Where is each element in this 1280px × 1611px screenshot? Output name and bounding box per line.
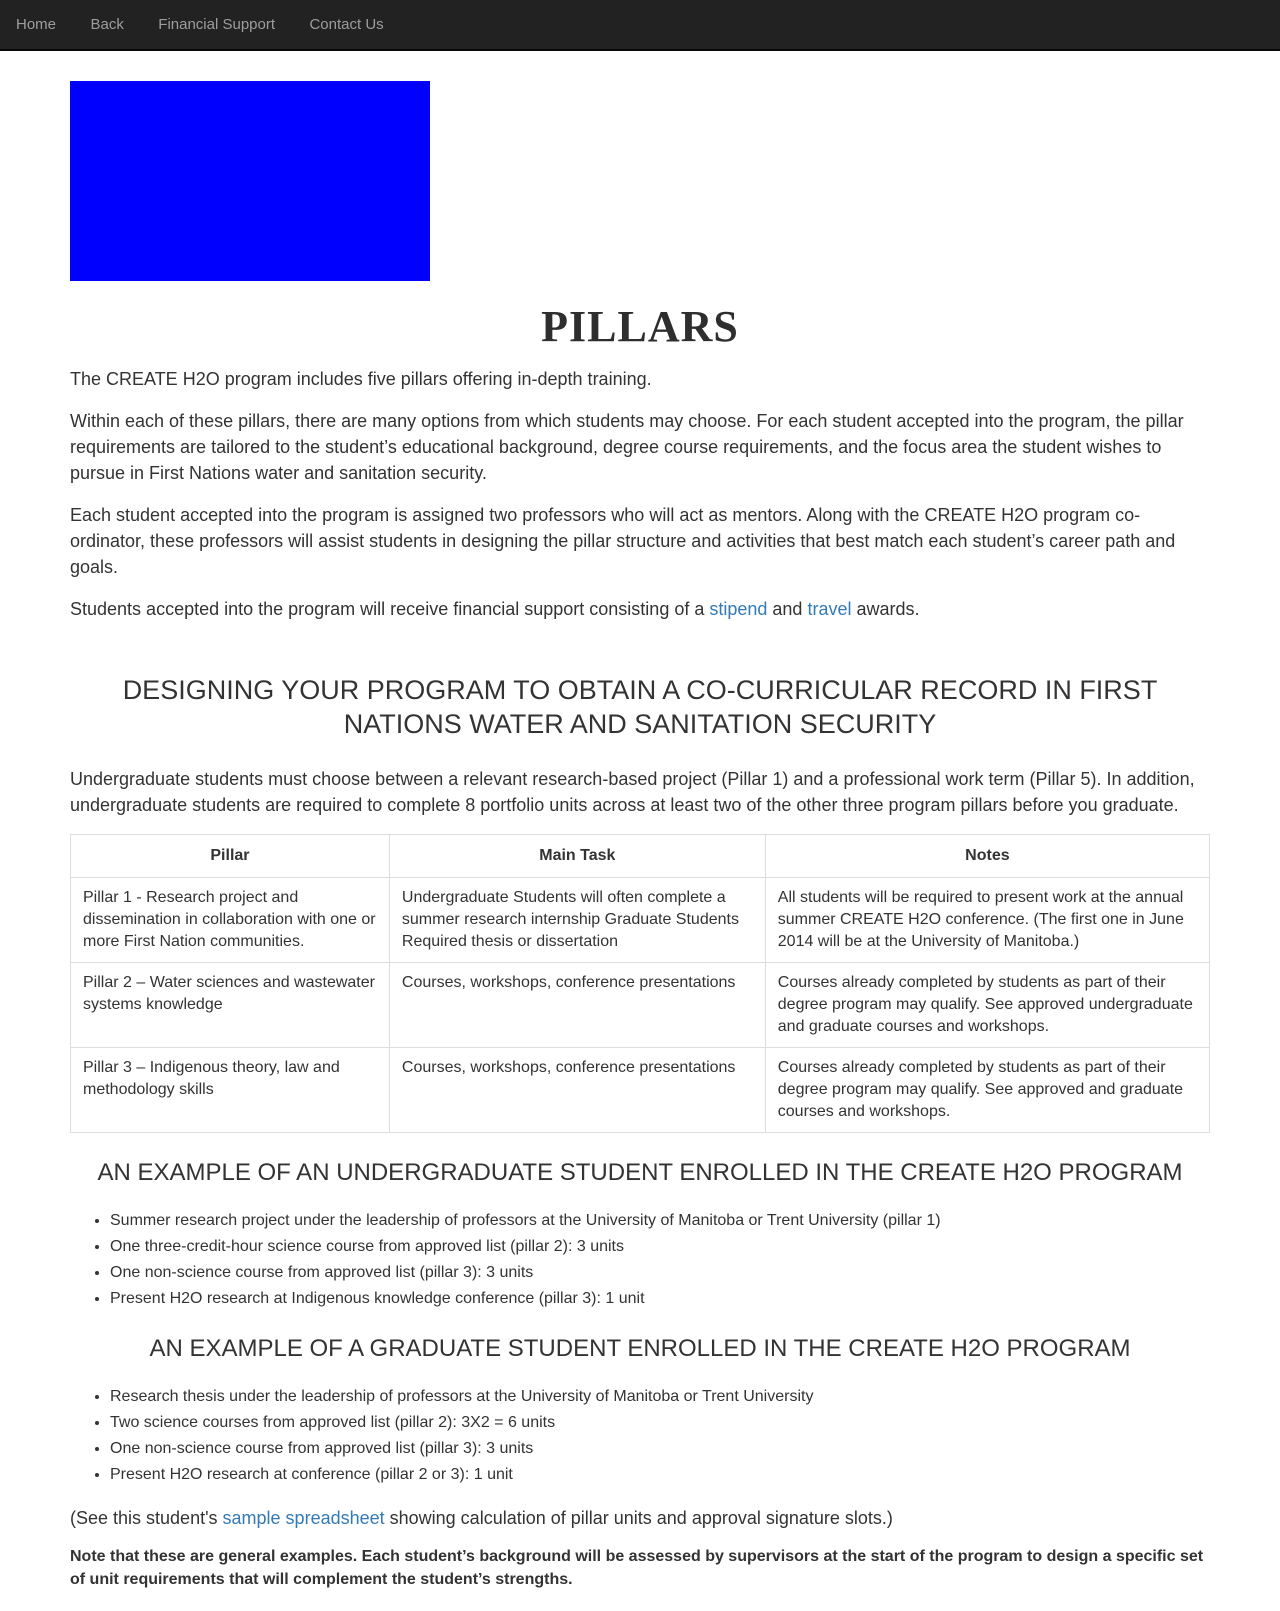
pillar-2-notes-cell: Courses already completed by students as part of their degree program may qualify. See approved undergraduate and graduate courses and workshops.: [765, 962, 1209, 1047]
pillar-1-main-task-cell: Undergraduate Students will often complete a summer research internship Graduate Students Required thesis or dissertation: [389, 877, 765, 962]
table-header-row: [71, 834, 1210, 877]
grad-list-item-4: • Present H2O research at conference (pillar 2 or 3): 1 unit: [110, 1465, 1210, 1485]
financial-support-sentence: [70, 596, 1210, 622]
grad-example-list: [70, 1387, 1210, 1485]
undergrad-example-heading: AN EXAMPLE OF AN UNDERGRADUATE STUDENT ENROLLED IN THE CREATE H2O PROGRAM: [97, 1158, 1183, 1186]
undergrad-list-item-3: • One non-science course from approved list (pillar 3): 3 units: [110, 1263, 1210, 1283]
undergrad-list-item-2: • One three-credit-hour science course from approved list (pillar 2): 3 units: [110, 1237, 1210, 1257]
table-header-main-task: Main Task: [389, 834, 765, 877]
financial-sentence-prefix: Students accepted into the program will receive financial support consisting of a: [70, 599, 710, 619]
pillar-1-name-cell: Pillar 1 - Research project and dissemination in collaboration with one or more First Nation communities.: [71, 877, 390, 962]
travel-link[interactable]: travel: [807, 599, 852, 619]
financial-sentence-middle: and: [767, 599, 808, 619]
undergrad-list-item-1: • Summer research project under the leadership of professors at the University of Manitoba or Trent University (pillar 1): [110, 1211, 1210, 1231]
intro-paragraph-2: Within each of these pillars, there are many options from which students may choose. For each student accepted into the program, the pillar requirements are tailored to the student’s educational background, degree course requirements, and the focus area the student wishes to pursue in First Nations water and sanitation security.: [70, 411, 1184, 483]
pillar-3-main-task-cell: Courses, workshops, conference presentations: [389, 1047, 765, 1132]
sample-spreadsheet-link[interactable]: sample spreadsheet: [222, 1507, 385, 1528]
table-row-pillar-1: [71, 877, 1210, 962]
page-title: PILLARS: [541, 302, 739, 351]
pillars-table: [70, 834, 1210, 1133]
pillar-3-notes-cell: Courses already completed by students as part of their degree program may qualify. See approved and graduate courses and workshops.: [765, 1047, 1209, 1132]
general-examples-note: Note that these are general examples. Each student’s background will be assessed by supervisors at the start of the program to design a specific set of unit requirements that will complement the student’s strengths.: [70, 1547, 1204, 1588]
pillar-2-name-cell: Pillar 2 – Water sciences and wastewater systems knowledge: [71, 962, 390, 1047]
financial-sentence-suffix: awards.: [851, 599, 920, 619]
intro-paragraph-1: The CREATE H2O program includes five pillars offering in-depth training.: [70, 369, 652, 389]
nav-item-home[interactable]: Home: [16, 16, 57, 33]
grad-list-item-3: • One non-science course from approved list (pillar 3): 3 units: [110, 1439, 1210, 1459]
top-navbar: [0, 0, 1280, 51]
designing-section-heading: DESIGNING YOUR PROGRAM TO OBTAIN A CO-CURRICULAR RECORD IN FIRST NATIONS WATER AND SANITATION SECURITY: [122, 675, 1158, 739]
stipend-link[interactable]: stipend: [709, 599, 768, 619]
table-row-pillar-2: [71, 962, 1210, 1047]
intro-paragraph-3: Each student accepted into the program is assigned two professors who will act as mentors. Along with the CREATE H2O program co-ordinator, these professors will assist students in designing the pillar structure and activities that best match each student’s career path and goals.: [70, 505, 1176, 577]
pillar-2-main-task-cell: Courses, workshops, conference presentations: [389, 962, 765, 1047]
nav-item-contact-us[interactable]: Contact Us: [309, 16, 384, 33]
pillar-3-name-cell: Pillar 3 – Indigenous theory, law and methodology skills: [71, 1047, 390, 1132]
grad-example-heading: AN EXAMPLE OF A GRADUATE STUDENT ENROLLED IN THE CREATE H2O PROGRAM: [149, 1334, 1131, 1362]
grad-list-item-2: • Two science courses from approved list (pillar 2): 3X2 = 6 units: [110, 1413, 1210, 1433]
see-note-suffix: showing calculation of pillar units and approval signature slots.): [384, 1507, 893, 1528]
table-header-notes: Notes: [765, 834, 1209, 877]
grad-list-item-1: • Research thesis under the leadership of professors at the University of Manitoba or Trent University: [110, 1387, 1210, 1407]
designing-section-paragraph: Undergraduate students must choose between a relevant research-based project (Pillar 1) and a professional work term (Pillar 5). In addition, undergraduate students are required to complete 8 portfolio units across at least two of the other three program pillars before you graduate.: [70, 768, 1195, 815]
main-content: [70, 81, 1210, 1591]
sample-spreadsheet-note: [70, 1505, 1210, 1531]
undergrad-list-item-4: • Present H2O research at Indigenous knowledge conference (pillar 3): 1 unit: [110, 1289, 1210, 1309]
hero-image-blue-placeholder: [70, 81, 430, 281]
undergrad-example-list: [70, 1211, 1210, 1309]
nav-item-back[interactable]: Back: [90, 16, 124, 33]
nav-item-financial-support[interactable]: Financial Support: [158, 16, 276, 33]
table-header-pillar: Pillar: [71, 834, 390, 877]
table-row-pillar-3: [71, 1047, 1210, 1132]
pillar-1-notes-cell: All students will be required to present work at the annual summer CREATE H2O conference. (The first one in June 2014 will be at the University of Manitoba.): [765, 877, 1209, 962]
see-note-prefix: (See this student's: [70, 1507, 223, 1528]
